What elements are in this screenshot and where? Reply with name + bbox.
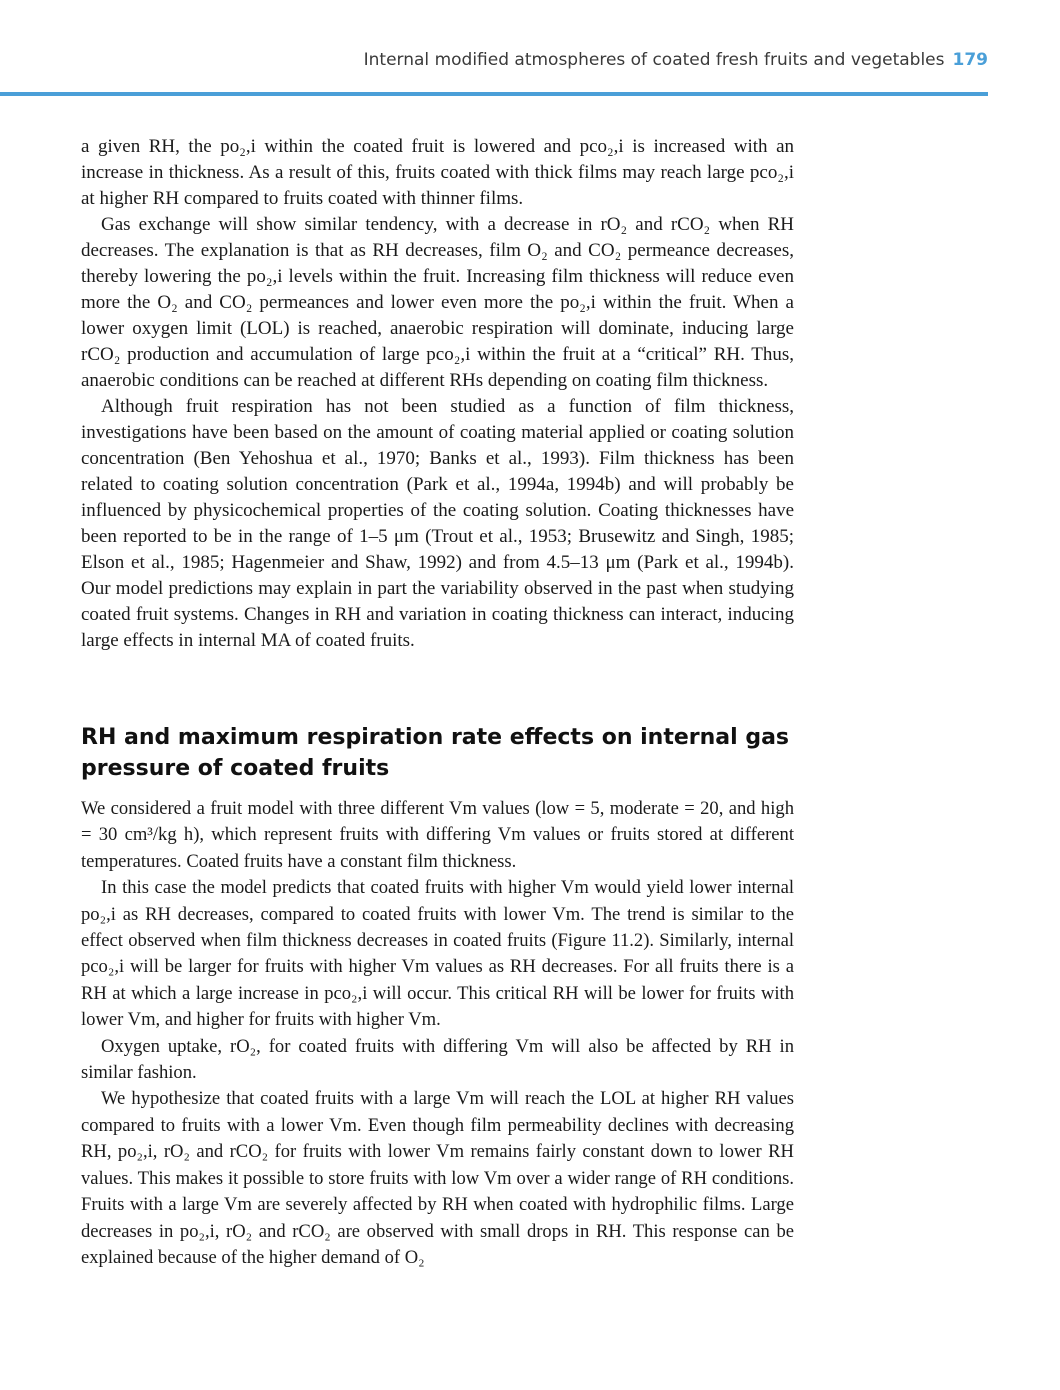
page-body	[81, 134, 794, 1271]
running-header	[364, 50, 988, 70]
body-paragraph: We hypothesize that coated fruits with a large Vm will reach the LOL at higher RH values compared to fruits with a lower Vm. Even though film permeability declines with decreasing RH, po₂,i, rO₂ and rCO₂ for fruits with lower Vm remains fairly constant down to lower RH values. This makes it possible to store fruits with low Vm over a wider range of RH conditions. Fruits with a large Vm are severely affected by RH when coated with hydrophilic films. Large decreases in po₂,i, rO₂ and rCO₂ are observed with small drops in RH. This response can be explained because of the higher demand of O₂	[81, 1088, 794, 1268]
running-title: Internal modified atmospheres of coated fresh fruits and vegetables	[363, 50, 945, 70]
body-paragraph: Although fruit respiration has not been studied as a function of film thickness, investigations have been based on the amount of coating material applied or coating solution concentration (Ben Yehoshua et al., 1970; Banks et al., 1993). Film thickness has been related to coating solution concentration (Park et al., 1994a, 1994b) and will probably be influenced by physicochemical properties of the coating solution. Coating thicknesses have been reported to be in the range of 1–5 μm (Trout et al., 1953; Brusewitz and Singh, 1985; Elson et al., 1985; Hagenmeier and Shaw, 1992) and from 4.5–13 μm (Park et al., 1994b). Our model predictions may explain in part the variability observed in the past when studying coated fruit systems. Changes in RH and variation in coating thickness can interact, inducing large effects in internal MA of coated fruits.	[81, 396, 794, 651]
body-paragraph: We considered a fruit model with three different Vm values (low = 5, moderate = 20, and high = 30 cm³/kg h), which represent fruits with differing Vm values or fruits stored at different temperatures. Coated fruits have a constant film thickness.	[81, 798, 794, 872]
page-number: 179	[952, 50, 988, 70]
body-paragraph: Oxygen uptake, rO₂, for coated fruits with differing Vm will also be affected by RH in similar fashion.	[81, 1035, 794, 1084]
section-heading: RH and maximum respiration rate effects on internal gas pressure of coated fruits	[81, 725, 790, 781]
body-paragraph: a given RH, the po₂,i within the coated fruit is lowered and pco₂,i is increased with an increase in thickness. As a result of this, fruits coated with thick films may reach large pco₂,i at higher RH compared to fruits coated with thinner films.	[81, 136, 794, 209]
section-body	[81, 796, 794, 1271]
body-paragraph: In this case the model predicts that coated fruits with higher Vm would yield lower internal po₂,i as RH decreases, compared to coated fruits with lower Vm. The trend is similar to the effect observed when film thickness decreases in coated fruits (Figure 11.2). Similarly, internal pco₂,i will be larger for fruits with higher Vm values as RH decreases. For all fruits there is a RH at which a large increase in pco₂,i will occur. This critical RH will be lower for fruits with lower Vm, and higher for fruits with higher Vm.	[81, 877, 794, 1031]
header-rule	[0, 92, 988, 96]
body-paragraph: Gas exchange will show similar tendency, with a decrease in rO₂ and rCO₂ when RH decreases. The explanation is that as RH decreases, film O₂ and CO₂ permeance decreases, thereby lowering the po₂,i levels within the fruit. Increasing film thickness will reduce even more the O₂ and CO₂ permeances and lower even more the po₂,i within the fruit. When a lower oxygen limit (LOL) is reached, anaerobic respiration will dominate, inducing large rCO₂ production and accumulation of large pco₂,i within the fruit at a “critical” RH. Thus, anaerobic conditions can be reached at different RHs depending on coating film thickness.	[81, 214, 794, 391]
